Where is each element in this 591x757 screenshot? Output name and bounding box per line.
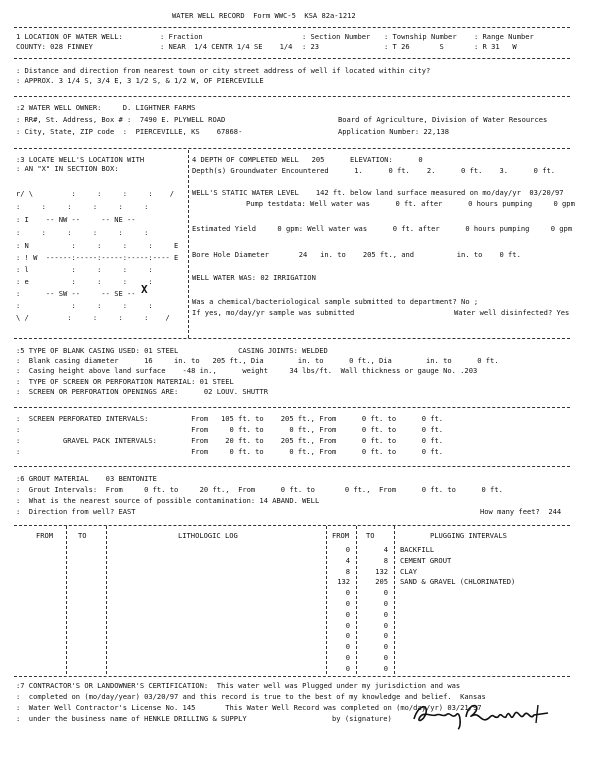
- plug-from-header: FROM: [332, 531, 350, 540]
- divider: [14, 148, 570, 149]
- column-divider: [356, 526, 357, 674]
- plug-from-cell: 0: [345, 609, 350, 619]
- handwritten-signature: [410, 697, 560, 731]
- column-divider: [326, 526, 327, 674]
- divider: [14, 525, 570, 526]
- fraction-label: : Fraction: [160, 32, 203, 41]
- section-grid-row: : : : : :: [16, 301, 153, 310]
- address-line: : RR#, St. Address, Box # : 7490 E. PLYWELL ROAD: [16, 115, 226, 124]
- gravel-pack-line: : GRAVEL PACK INTERVALS: From 20 ft. to 205 ft., From 0 ft. to 0 ft.: [16, 436, 444, 445]
- plug-to-cell: 0: [383, 663, 388, 673]
- divider: [14, 466, 570, 467]
- certification-line: : under the business name of HENKLE DRILLING & SUPPLY by (signature): [16, 714, 392, 723]
- divider: [14, 27, 570, 28]
- screen-openings-line: : SCREEN OR PERFORATION OPENINGS ARE: 02 LOUV. SHUTTR: [16, 387, 268, 396]
- plug-from-cell: 4: [345, 555, 350, 565]
- section-number-label: : Section Number: [302, 32, 371, 41]
- casing-type-line: :5 TYPE OF BLANK CASING USED: 01 STEEL CASING JOINTS: WELDED: [16, 346, 328, 355]
- screen-material-line: : TYPE OF SCREEN OR PERFORATION MATERIAL: 01 STEEL: [16, 377, 234, 386]
- groundwater-line: Depth(s) Groundwater Encountered 1. 0 ft. 2. 0 ft. 3. 0 ft.: [192, 166, 556, 175]
- section-grid-row: : ! W ------:-----:-----:-----:---- E: [16, 253, 179, 262]
- disinfected-line: Water well disinfected? Yes: [454, 308, 570, 317]
- directions-value: : APPROX. 3 1/4 S, 3/4 E, 3 1/2 S, & 1/2 W, OF PIERCEVILLE: [16, 76, 264, 85]
- screen-intervals-line: : From 0 ft. to 0 ft., From 0 ft. to 0 ft.: [16, 425, 444, 434]
- section-number-value: : 23: [302, 42, 320, 51]
- plug-from-cell: 0: [345, 653, 350, 662]
- chemical-sample-line: Was a chemical/bacteriological sample submitted to department? No ;: [192, 297, 479, 306]
- plug-to-cell: 0: [383, 620, 388, 630]
- pump-test-line: Pump testdata: Well water was 0 ft. after 0 hours pumping 0 gpm: [246, 199, 575, 208]
- plug-from-cell: 0: [345, 631, 350, 641]
- static-level-line: WELL'S STATIC WATER LEVEL 142 ft. below land surface measured on mo/day/yr 03/20/97: [192, 188, 564, 197]
- plug-from-cell: 0: [345, 545, 350, 554]
- plug-from-cell: 132: [337, 577, 350, 587]
- certification-line: : completed on (mo/day/year) 03/20/97 and this record is true to the best of my knowledge and belief. Kansas: [16, 692, 486, 701]
- blank-casing-line: : Blank casing diameter 16 in. to 205 ft., Dia in. to 0 ft., Dia in. to 0 ft.: [16, 356, 499, 365]
- plug-from-cell: 0: [345, 642, 350, 652]
- bore-hole-line: Bore Hole Diameter 24 in. to 205 ft., and in. to 0 ft.: [192, 250, 521, 259]
- well-use-line: WELL WATER WAS: 02 IRRIGATION: [192, 273, 316, 282]
- section-grid-row: : I -- NW -- -- NE --: [16, 215, 136, 224]
- plug-from-cell: 0: [345, 588, 350, 598]
- screen-intervals-line: : SCREEN PERFORATED INTERVALS: From 105 ft. to 205 ft., From 0 ft. to 0 ft.: [16, 414, 444, 423]
- plug-description-cell: CEMENT GROUT: [400, 555, 452, 565]
- section1-label: 1 LOCATION OF WATER WELL:: [16, 32, 123, 41]
- plug-to-cell: 205: [375, 577, 388, 587]
- direction-line: : Direction from well? EAST: [16, 507, 136, 516]
- range-value: : R 31 W: [474, 42, 517, 51]
- plug-description-cell: BACKFILL: [400, 545, 435, 554]
- certification-line: :7 CONTRACTOR'S OR LANDOWNER'S CERTIFICATION: This water well was Plugged under my jurisdiction and was: [16, 681, 461, 690]
- gravel-pack-line: : From 0 ft. to 0 ft., From 0 ft. to 0 ft.: [16, 447, 444, 456]
- divider: [14, 676, 570, 677]
- sample-date-line: If yes, mo/day/yr sample was submitted: [192, 308, 355, 317]
- plug-from-cell: 8: [345, 566, 350, 576]
- section-grid-row: : : : : : :: [16, 228, 149, 237]
- section-grid-row: \ / : : : : /: [16, 313, 170, 322]
- plug-to-cell: 132: [375, 566, 388, 576]
- divider: [14, 96, 570, 97]
- county-value: COUNTY: 028 FINNEY: [16, 42, 93, 51]
- plug-from-cell: 0: [345, 599, 350, 608]
- certification-line: : Water Well Contractor's License No. 145 This Water Well Record was completed on (mo/day/yr) 03/21/97: [16, 703, 482, 712]
- plug-to-cell: 0: [383, 631, 388, 641]
- range-label: : Range Number: [474, 32, 534, 41]
- how-many-feet: How many feet? 244: [480, 507, 562, 516]
- form-title: WATER WELL RECORD Form WWC-5 KSA 82a-1212: [172, 11, 356, 20]
- grout-intervals-line: : Grout Intervals: From 0 ft. to 20 ft., From 0 ft. to 0 ft., From 0 ft. to 0 ft.: [16, 485, 503, 494]
- plug-to-cell: 8: [383, 555, 388, 565]
- estimated-yield-line: Estimated Yield 0 gpm: Well water was 0 ft. after 0 hours pumping 0 gpm: [192, 224, 573, 233]
- plugging-intervals-header: PLUGGING INTERVALS: [430, 531, 507, 540]
- divider: [14, 58, 570, 59]
- township-value: : T 26 S: [384, 42, 444, 51]
- log-from-header: FROM: [36, 531, 54, 540]
- owner-line: :2 WATER WELL OWNER: D. LIGHTNER FARMS: [16, 103, 196, 112]
- section-grid-row: : e : : : :: [16, 277, 153, 286]
- column-divider: [394, 526, 395, 674]
- application-number: Application Number: 22,138: [338, 127, 450, 136]
- section-grid-row: : : : : : :: [16, 202, 149, 211]
- section-grid-row: : -- SW -- -- SE --: [16, 289, 136, 298]
- column-divider: [188, 150, 189, 338]
- fraction-value: : NEAR 1/4 CENTR 1/4 SE 1/4: [160, 42, 293, 51]
- section-grid-row: : l : : : :: [16, 265, 153, 274]
- log-to-header: TO: [78, 531, 87, 540]
- plug-description-cell: CLAY: [400, 566, 418, 576]
- column-divider: [106, 526, 107, 674]
- column-divider: [66, 526, 67, 674]
- depth-line: 4 DEPTH OF COMPLETED WELL 205 ELEVATION: 0: [192, 155, 423, 164]
- locate-label-2: : AN "X" IN SECTION BOX:: [16, 164, 119, 173]
- contamination-line: : What is the nearest source of possible contamination: 14 ABAND. WELL: [16, 496, 320, 505]
- grout-material-line: :6 GROUT MATERIAL 03 BENTONITE: [16, 474, 157, 483]
- casing-height-line: : Casing height above land surface -48 in., weight 34 lbs/ft. Wall thickness or gauge No. .203: [16, 366, 478, 375]
- well-location-x-mark: X: [141, 283, 148, 296]
- plug-to-cell: 0: [383, 609, 388, 619]
- plug-to-cell: 0: [383, 599, 388, 608]
- lithologic-log-header: LITHOLOGIC LOG: [178, 531, 238, 540]
- plug-to-cell: 4: [383, 545, 388, 554]
- plug-to-cell: 0: [383, 588, 388, 598]
- township-label: : Township Number: [384, 32, 457, 41]
- plug-from-cell: 0: [345, 663, 350, 673]
- section-grid-row: : N : : : : E: [16, 241, 179, 250]
- plug-from-cell: 0: [345, 620, 350, 630]
- divider: [14, 338, 570, 339]
- directions-label: : Distance and direction from nearest town or city street address of well if located within city?: [16, 66, 431, 75]
- divider: [14, 407, 570, 408]
- section-grid-row: r/ \ : : : : /: [16, 189, 175, 198]
- plug-to-cell: 0: [383, 653, 388, 662]
- board-text: Board of Agriculture, Division of Water Resources: [338, 115, 548, 124]
- plug-to-cell: 0: [383, 642, 388, 652]
- city-line: : City, State, ZIP code : PIERCEVILLE, KS 67868-: [16, 127, 243, 136]
- plug-to-header: TO: [366, 531, 375, 540]
- plug-description-cell: SAND & GRAVEL (CHLORINATED): [400, 577, 516, 587]
- locate-label: :3 LOCATE WELL'S LOCATION WITH: [16, 155, 145, 164]
